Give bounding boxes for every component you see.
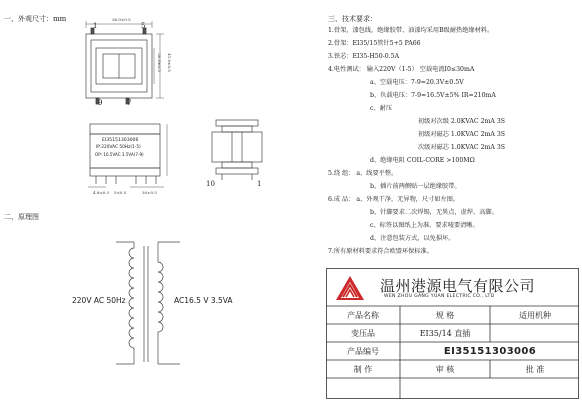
cell-product-name-header: 产品名称 xyxy=(347,310,379,320)
pin-label-5: 5 xyxy=(141,22,146,30)
company-name-cn: 温州港源电气有限公司 xyxy=(380,277,536,295)
cell-spec-value: EI35/14 直插 xyxy=(419,328,471,338)
section-requirements-heading: 三、技术要求： xyxy=(328,15,377,23)
cell-product-name-value: 变压品 xyxy=(351,328,375,338)
cell-spec-header: 规 格 xyxy=(435,310,455,320)
requirement-4d: d、绝缘电阻 COIL-CORE >100MΩ xyxy=(370,157,475,164)
section-dimensions-heading: 一、外观尺寸：mm xyxy=(4,15,67,23)
requirement-2: 2.骨架：EI35/15管针5+5 PA66 xyxy=(328,40,421,47)
requirement-4c-2: 初级对磁芯 1.0KVAC 2mA 3S xyxy=(418,131,505,138)
requirement-3: 3.铁芯：EI35-H50-0.5A xyxy=(328,53,400,60)
side-pin-label-1: 1 xyxy=(257,180,262,188)
company-name-en: WEN ZHOU GANG YUAN ELECTRIC CO., LTD xyxy=(384,294,495,299)
section-schematic-heading: 二、原理图 xyxy=(4,213,39,221)
requirement-6a: 6.成 品： a、外观干净，无异物，尺寸如左图。 xyxy=(328,196,460,203)
cell-made-by: 制 作 xyxy=(353,364,373,374)
pin-label-7: 7 xyxy=(127,99,132,107)
requirement-4c: c、耐压 xyxy=(370,105,393,112)
cell-model-value xyxy=(490,324,580,342)
label-line-2: IP:220VAC 50Hz(1-5) xyxy=(96,145,141,150)
dim-bottom-mid: 5±0.5 xyxy=(114,190,127,195)
requirement-4: 4.电性测试： 输入220V（1-5） 空载电流I0≤30mA xyxy=(328,66,475,73)
pin-label-1: 1 xyxy=(93,22,98,30)
transformer-front-view xyxy=(84,120,174,195)
dim-right: 41.0±0.5 xyxy=(166,53,172,72)
company-logo-icon xyxy=(334,274,366,302)
requirement-5b: b、插片前两侧贴一层绝缘胶带。 xyxy=(370,183,461,190)
requirement-1: 1.骨架，漆包线，绝缘胶带、油漆均采用B级耐热绝缘材料。 xyxy=(328,27,494,34)
secondary-label: AC16.5 V 3.5VA xyxy=(174,296,233,305)
requirement-7: 7.所有原材料要求符合欧盟环保标准。 xyxy=(328,248,433,255)
transformer-side-view xyxy=(202,110,272,185)
requirement-4c-3: 次级对磁芯 1.0KVAC 2mA 3S xyxy=(418,144,505,151)
dim-inner: 30.0±0.5 xyxy=(156,53,162,72)
side-pin-label-10: 10 xyxy=(206,180,215,188)
cell-product-code-value: EI35151303006 xyxy=(443,345,537,357)
cell-product-code-label: 产品编号 xyxy=(347,346,379,356)
cell-checked-by: 审 核 xyxy=(435,364,455,374)
label-line-3: OP: 16.5VAC 3.5VA(7-9) xyxy=(95,152,144,157)
dim-bottom-right: 30±0.5 xyxy=(142,190,157,195)
requirement-5a: 5.绕 组： a、线要平整。 xyxy=(328,170,398,177)
requirement-4c-1: 初级对次级 2.0KVAC 2mA 3S xyxy=(418,118,505,125)
dim-bottom-left: 4.8±0.5 xyxy=(93,190,110,195)
cell-approved-by: 批 准 xyxy=(525,364,545,374)
requirement-6b: b、针脚要求二次焊锡，无異点，虚焊、高脚。 xyxy=(370,209,498,216)
cell-model-header: 适用机种 xyxy=(519,310,551,320)
label-line-1: EI35151303006 xyxy=(102,138,139,143)
dim-top: 36.0±0.5 xyxy=(112,17,131,22)
transformer-top-view xyxy=(70,14,170,119)
requirement-6c: c、标签以图纸上为准，要求唛要清晰。 xyxy=(370,222,479,229)
requirement-4a: a、空载电压：7-9=20.3V±0.5V xyxy=(370,79,464,86)
pin-label-9: 9 xyxy=(98,99,103,107)
requirement-4b: b、负载电压：7-9=16.5V±5% IR=210mA xyxy=(370,92,496,99)
requirement-6d: d、注意包装方式，以免損坏。 xyxy=(370,235,455,242)
primary-label: 220V AC 50Hz xyxy=(72,296,126,305)
